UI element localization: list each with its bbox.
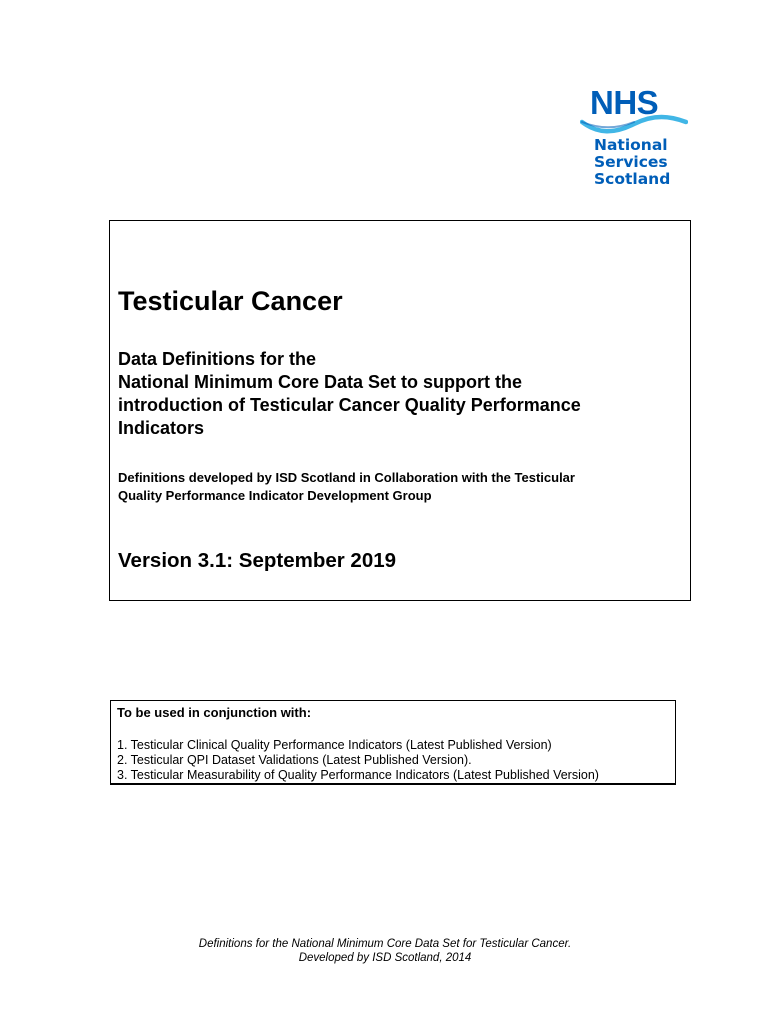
title-box [109, 220, 691, 601]
document-title: Testicular Cancer [118, 286, 343, 316]
list-item: 1. Testicular Clinical Quality Performance Indicators (Latest Published Version) [117, 738, 552, 752]
subtitle-line: Indicators [118, 418, 205, 438]
developed-by-statement [118, 469, 683, 505]
list-item: 3. Testicular Measurability of Quality Performance Indicators (Latest Published Version) [117, 768, 599, 782]
nhs-nss-logo [578, 86, 690, 196]
list-item: 2. Testicular QPI Dataset Validations (Latest Published Version). [117, 753, 472, 767]
org-name-line: Services [594, 153, 668, 171]
conjunction-box [110, 700, 676, 785]
organisation-name [594, 137, 670, 188]
page-footer [0, 937, 770, 965]
subtitle-line: Data Definitions for the [118, 349, 317, 369]
nhs-wordmark: NHS [590, 84, 659, 121]
footer-line: Developed by ISD Scotland, 2014 [298, 952, 472, 964]
developed-line: Definitions developed by ISD Scotland in Collaboration with the Testicular [118, 470, 575, 485]
org-name-line: Scotland [594, 170, 671, 188]
org-name-line: National [594, 136, 668, 154]
subtitle-line: introduction of Testicular Cancer Quality Performance [118, 395, 581, 415]
nhs-wave-icon [580, 114, 688, 136]
subtitle-line: National Minimum Core Data Set to support the [118, 372, 523, 392]
footer-line: Definitions for the National Minimum Core Data Set for Testicular Cancer. [198, 938, 572, 950]
version-label: Version 3.1: September 2019 [118, 549, 397, 572]
document-subtitle [118, 348, 678, 440]
developed-line: Quality Performance Indicator Development Group [118, 488, 432, 503]
conjunction-list [117, 738, 599, 783]
conjunction-heading: To be used in conjunction with: [117, 705, 312, 720]
